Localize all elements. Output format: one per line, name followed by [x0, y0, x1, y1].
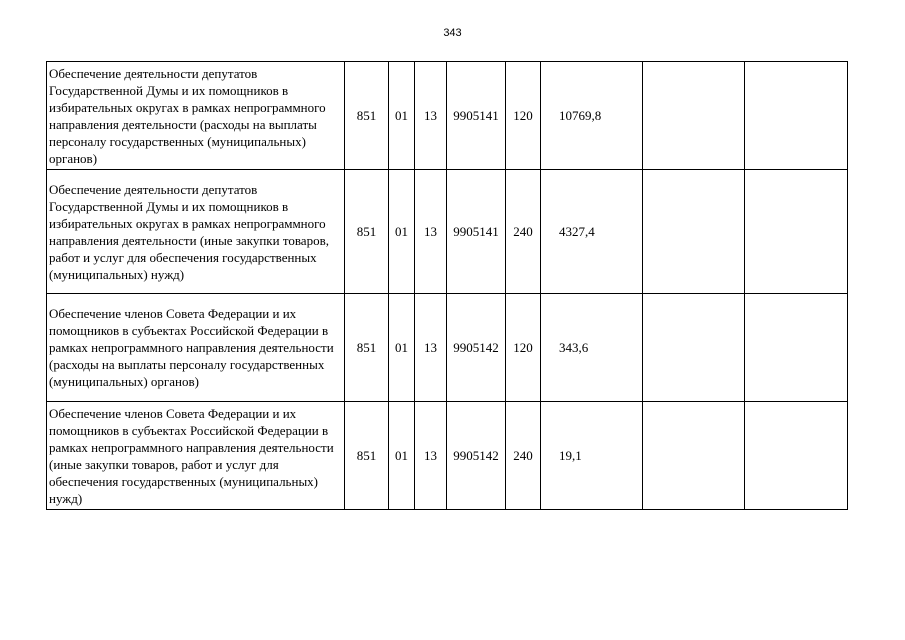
expense-type-code: 120: [506, 62, 541, 170]
table-row: [47, 170, 848, 294]
amount-cell: 10769,8: [541, 62, 643, 170]
empty-cell: [745, 62, 848, 170]
expense-type-code: 120: [506, 294, 541, 402]
subsection-code: 13: [415, 294, 447, 402]
table-row: [47, 62, 848, 170]
table-row: [47, 294, 848, 402]
page-number: 343: [443, 27, 462, 39]
ministry-code: 851: [345, 294, 389, 402]
ministry-code: 851: [345, 170, 389, 294]
row-description: Обеспечение членов Совета Федерации и их помощников в субъектах Российской Федерации в рамках непрограммного направления деятельности (расходы на выплаты персоналу государственных (муниципальных) органов): [47, 294, 345, 402]
amount-cell: 19,1: [541, 402, 643, 510]
table-row: [47, 402, 848, 510]
section-code: 01: [389, 62, 415, 170]
amount-cell: 343,6: [541, 294, 643, 402]
target-article-code: 9905142: [447, 294, 506, 402]
empty-cell: [745, 170, 848, 294]
target-article-code: 9905142: [447, 402, 506, 510]
target-article-code: 9905141: [447, 62, 506, 170]
expense-type-code: 240: [506, 402, 541, 510]
row-description: Обеспечение деятельности депутатов Государственной Думы и их помощников в избирательных округах в рамках непрограммного направления деятельности (расходы на выплаты персоналу государственных (муниципальных) органов): [47, 62, 345, 170]
empty-cell: [643, 170, 745, 294]
section-code: 01: [389, 402, 415, 510]
section-code: 01: [389, 294, 415, 402]
ministry-code: 851: [345, 402, 389, 510]
empty-cell: [643, 294, 745, 402]
empty-cell: [745, 402, 848, 510]
subsection-code: 13: [415, 170, 447, 294]
amount-cell: 4327,4: [541, 170, 643, 294]
empty-cell: [745, 294, 848, 402]
subsection-code: 13: [415, 62, 447, 170]
row-description: Обеспечение деятельности депутатов Государственной Думы и их помощников в избирательных округах в рамках непрограммного направления деятельности (иные закупки товаров, работ и услуг для обеспечения государственных (муниципальных) нужд): [47, 170, 345, 294]
empty-cell: [643, 62, 745, 170]
target-article-code: 9905141: [447, 170, 506, 294]
ministry-code: 851: [345, 62, 389, 170]
subsection-code: 13: [415, 402, 447, 510]
row-description: Обеспечение членов Совета Федерации и их помощников в субъектах Российской Федерации в рамках непрограммного направления деятельности (иные закупки товаров, работ и услуг для обеспечения государственных (муниципальных) нужд): [47, 402, 345, 510]
section-code: 01: [389, 170, 415, 294]
empty-cell: [643, 402, 745, 510]
budget-table: [46, 61, 848, 510]
expense-type-code: 240: [506, 170, 541, 294]
